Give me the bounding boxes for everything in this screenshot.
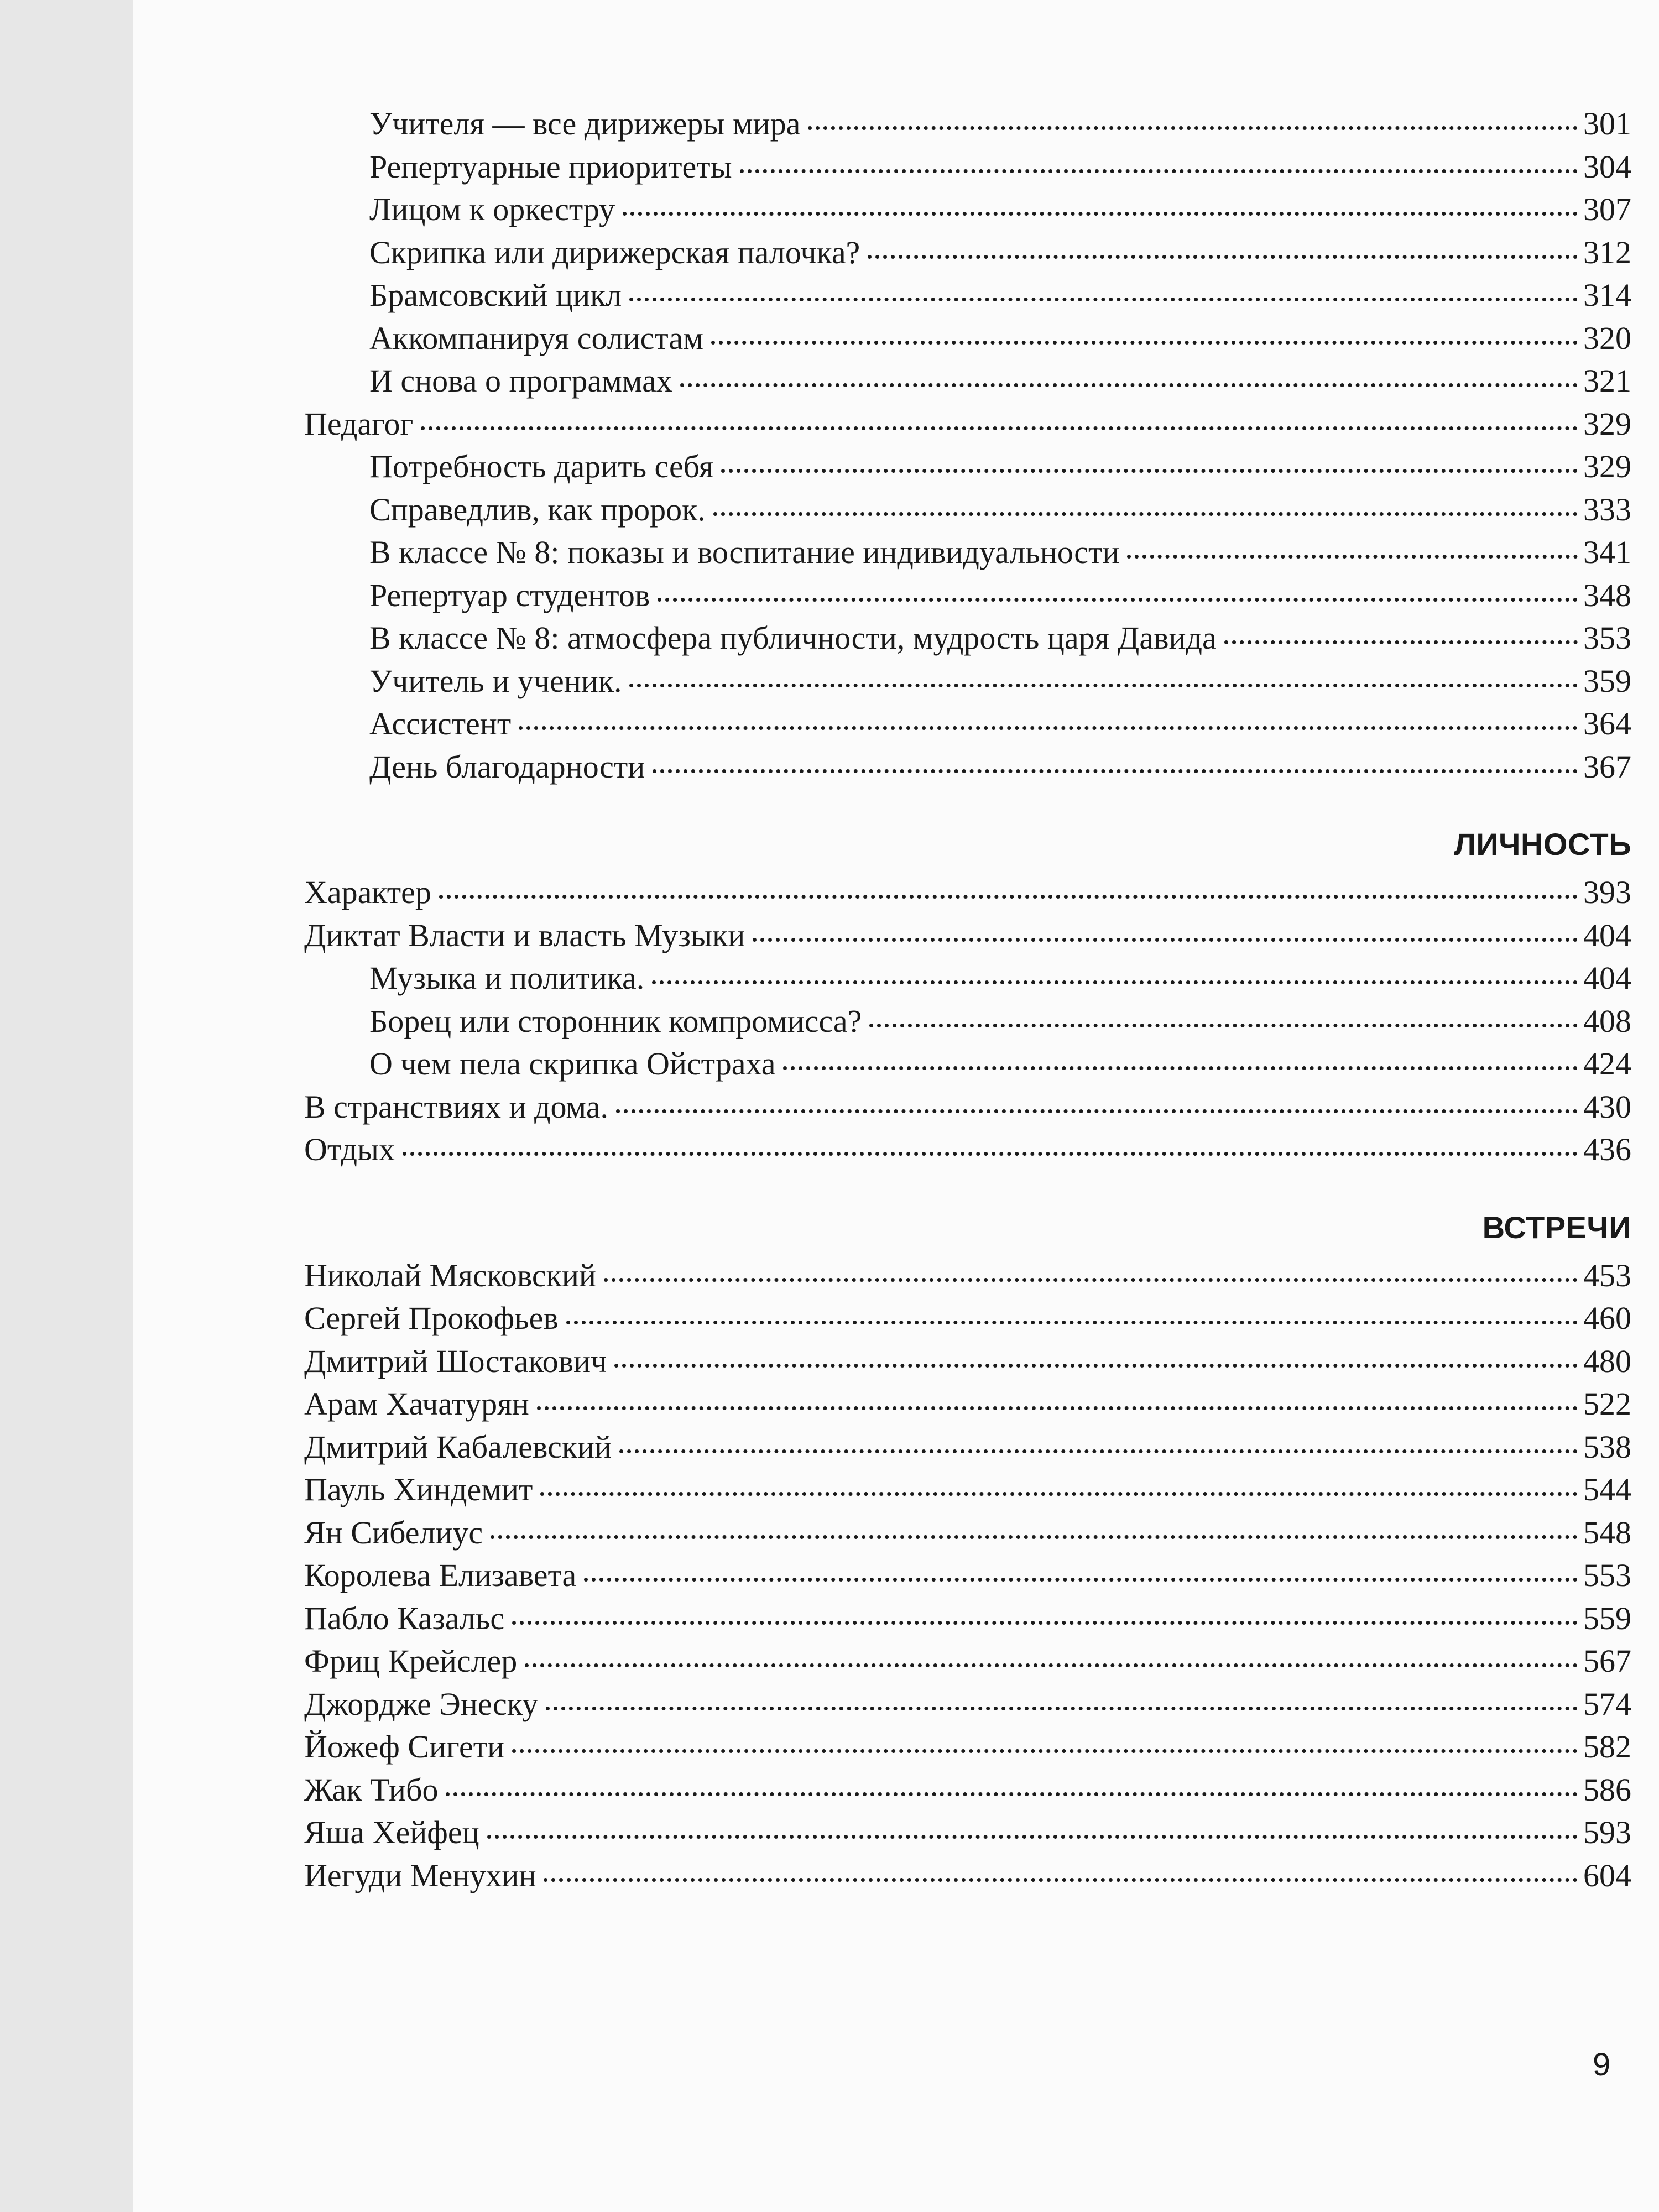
toc-entry-page-number: 320 <box>1583 320 1631 356</box>
toc-entry <box>304 1854 1631 1897</box>
dot-leader <box>544 1878 1578 1882</box>
toc-entry-page-number: 436 <box>1583 1131 1631 1167</box>
toc-entry-page-number: 480 <box>1583 1343 1631 1379</box>
toc-entry <box>304 1254 1631 1297</box>
toc-entry-page-number: 604 <box>1583 1857 1631 1893</box>
dot-leader <box>421 426 1578 430</box>
dot-leader <box>546 1707 1578 1710</box>
dot-leader <box>403 1152 1578 1156</box>
dot-leader <box>783 1066 1578 1070</box>
dot-leader <box>1127 555 1578 559</box>
toc-entry <box>304 102 1631 145</box>
toc-entry-title: Королева Елизавета <box>304 1557 577 1593</box>
dot-leader <box>1224 640 1578 644</box>
dot-leader <box>711 341 1578 345</box>
toc-group-meetings <box>304 1254 1631 1897</box>
toc-entry <box>304 1340 1631 1383</box>
toc-entry-page-number: 567 <box>1583 1643 1631 1679</box>
toc-entry <box>304 1511 1631 1554</box>
toc-entry-page-number: 341 <box>1583 534 1631 570</box>
toc-entry-page-number: 408 <box>1583 1003 1631 1039</box>
toc-entry <box>304 660 1631 703</box>
toc-entry-title: Педагог <box>304 405 414 442</box>
toc-entry-page-number: 307 <box>1583 191 1631 227</box>
toc-entry <box>304 617 1631 660</box>
toc-entry-page-number: 586 <box>1583 1771 1631 1808</box>
dot-leader <box>525 1663 1578 1667</box>
toc-entry-title: Борец или сторонник компромисса? <box>369 1003 862 1039</box>
dot-leader <box>629 298 1578 301</box>
toc-entry-page-number: 404 <box>1583 960 1631 996</box>
toc-entry <box>304 317 1631 360</box>
toc-entry-page-number: 522 <box>1583 1386 1631 1422</box>
toc-entry-title: Ассистент <box>369 706 512 742</box>
dot-leader <box>566 1321 1578 1324</box>
toc-entry-title: Джордже Энеску <box>304 1686 539 1722</box>
toc-entry-page-number: 548 <box>1583 1514 1631 1551</box>
toc-entry-page-number: 460 <box>1583 1300 1631 1336</box>
toc-entry <box>304 1086 1631 1129</box>
toc-entry-title: И снова о программах <box>369 363 672 399</box>
toc-entry-title: Йожеф Сигети <box>304 1729 505 1765</box>
toc-entry <box>304 1811 1631 1854</box>
toc-entry-title: В классе № 8: атмосфера публичности, мудрость царя Давида <box>369 620 1217 656</box>
toc-entry-page-number: 453 <box>1583 1257 1631 1293</box>
toc-entry-page-number: 544 <box>1583 1472 1631 1507</box>
toc-entry-title: Брамсовский цикл <box>369 277 622 313</box>
toc-entry <box>304 445 1631 488</box>
dot-leader <box>512 1621 1578 1625</box>
toc-entry-title: Справедлив, как пророк. <box>369 491 706 528</box>
dot-leader <box>808 126 1578 130</box>
toc-entry-title: Скрипка или дирижерская палочка? <box>369 234 860 270</box>
toc-entry-page-number: 553 <box>1583 1557 1631 1593</box>
toc-entry-title: Учителя — все дирижеры мира <box>369 106 801 142</box>
toc-entry-page-number: 574 <box>1583 1686 1631 1722</box>
toc-entry <box>304 1640 1631 1683</box>
toc-entry <box>304 1683 1631 1726</box>
toc-entry <box>304 702 1631 745</box>
toc-entry-title: О чем пела скрипка Ойстраха <box>369 1046 776 1082</box>
dot-leader <box>540 1492 1578 1496</box>
toc-entry-page-number: 559 <box>1583 1600 1631 1636</box>
toc-entry-page-number: 582 <box>1583 1729 1631 1765</box>
dot-leader <box>512 1749 1578 1753</box>
toc-entry <box>304 531 1631 574</box>
toc-entry-page-number: 404 <box>1583 917 1631 953</box>
toc-entry-title: Яша Хейфец <box>304 1814 479 1850</box>
page-number: 9 <box>1593 2047 1611 2083</box>
toc-entry <box>304 1383 1631 1426</box>
toc-entry-title: Учитель и ученик. <box>369 662 622 699</box>
dot-leader <box>629 684 1578 687</box>
toc-entry <box>304 274 1631 317</box>
toc-entry <box>304 1000 1631 1043</box>
dot-leader <box>740 169 1578 173</box>
dot-leader <box>619 1449 1578 1453</box>
toc-entry-title: Арам Хачатурян <box>304 1386 529 1422</box>
toc-entry <box>304 359 1631 403</box>
dot-leader <box>616 1109 1578 1113</box>
dot-leader <box>713 512 1578 516</box>
dot-leader <box>721 469 1578 473</box>
dot-leader <box>487 1835 1578 1839</box>
toc-entry-title: Пауль Хиндемит <box>304 1472 533 1507</box>
dot-leader <box>652 980 1578 984</box>
toc-entry-title: Дмитрий Кабалевский <box>304 1428 612 1465</box>
toc-entry-page-number: 329 <box>1583 448 1631 484</box>
dot-leader <box>614 1364 1578 1368</box>
toc-entry-title: Сергей Прокофьев <box>304 1300 559 1336</box>
toc-entry <box>304 403 1631 446</box>
toc-entry-title: Репертуарные приоритеты <box>369 148 732 185</box>
dot-leader <box>491 1535 1578 1539</box>
table-of-contents <box>304 102 1631 1897</box>
toc-group-teaching <box>304 102 1631 788</box>
toc-entry-page-number: 359 <box>1583 662 1631 699</box>
toc-entry-page-number: 333 <box>1583 491 1631 528</box>
toc-entry-title: Николай Мясковский <box>304 1257 596 1293</box>
dot-leader <box>680 383 1578 387</box>
toc-entry-title: Дмитрий Шостакович <box>304 1343 607 1379</box>
toc-entry <box>304 957 1631 1000</box>
toc-entry <box>304 871 1631 914</box>
dot-leader <box>446 1792 1578 1796</box>
toc-entry <box>304 1042 1631 1086</box>
toc-entry-page-number: 430 <box>1583 1088 1631 1125</box>
toc-entry-page-number: 367 <box>1583 748 1631 785</box>
dot-leader <box>868 255 1578 259</box>
toc-entry-page-number: 393 <box>1583 874 1631 910</box>
toc-entry-title: Лицом к оркестру <box>369 191 615 227</box>
toc-group-personality <box>304 871 1631 1171</box>
toc-entry-page-number: 312 <box>1583 234 1631 270</box>
toc-entry <box>304 1597 1631 1640</box>
toc-entry-page-number: 364 <box>1583 706 1631 742</box>
toc-entry-title: Жак Тибо <box>304 1771 439 1808</box>
toc-entry-page-number: 593 <box>1583 1814 1631 1850</box>
toc-entry-page-number: 348 <box>1583 577 1631 613</box>
toc-entry <box>304 1725 1631 1768</box>
toc-entry-title: Характер <box>304 874 431 910</box>
toc-entry-title: Отдых <box>304 1131 395 1167</box>
toc-entry-title: Ян Сибелиус <box>304 1514 483 1551</box>
toc-entry <box>304 188 1631 231</box>
dot-leader <box>537 1406 1578 1410</box>
toc-entry-title: Диктат Власти и власть Музыки <box>304 917 745 953</box>
section-heading-meetings: ВСТРЕЧИ <box>1482 1209 1631 1245</box>
toc-entry-title: Потребность дарить себя <box>369 448 714 484</box>
toc-entry <box>304 1768 1631 1812</box>
dot-leader <box>753 938 1578 942</box>
dot-leader <box>869 1024 1578 1027</box>
toc-entry-title: Репертуар студентов <box>369 577 650 613</box>
toc-entry <box>304 231 1631 274</box>
dot-leader <box>439 895 1578 899</box>
toc-entry-title: Фриц Крейслер <box>304 1643 518 1679</box>
dot-leader <box>519 726 1578 730</box>
toc-entry-page-number: 538 <box>1583 1428 1631 1465</box>
toc-entry-title: Аккомпанируя солистам <box>369 320 703 356</box>
toc-entry-title: В странствиях и дома. <box>304 1088 608 1125</box>
toc-entry-page-number: 424 <box>1583 1046 1631 1082</box>
toc-entry-page-number: 304 <box>1583 148 1631 185</box>
toc-entry-page-number: 329 <box>1583 405 1631 442</box>
dot-leader <box>584 1578 1578 1582</box>
toc-entry <box>304 145 1631 189</box>
toc-entry-page-number: 353 <box>1583 620 1631 656</box>
toc-entry-page-number: 301 <box>1583 106 1631 142</box>
toc-entry <box>304 914 1631 957</box>
dot-leader <box>604 1278 1578 1282</box>
dot-leader <box>653 769 1578 773</box>
toc-entry <box>304 1297 1631 1340</box>
toc-entry <box>304 488 1631 531</box>
toc-entry-title: Пабло Казальс <box>304 1600 505 1636</box>
dot-leader <box>658 598 1578 602</box>
toc-entry <box>304 1554 1631 1597</box>
toc-entry-title: День благодарности <box>369 748 645 785</box>
toc-entry <box>304 745 1631 789</box>
section-heading-personality: ЛИЧНОСТЬ <box>1454 827 1631 862</box>
toc-entry-title: Музыка и политика. <box>369 960 645 996</box>
book-page <box>133 0 1659 2212</box>
toc-entry-title: Иегуди Менухин <box>304 1857 536 1893</box>
toc-entry <box>304 574 1631 617</box>
toc-entry <box>304 1468 1631 1511</box>
toc-entry <box>304 1128 1631 1171</box>
toc-entry-title: В классе № 8: показы и воспитание индивидуальности <box>369 534 1120 570</box>
toc-entry-page-number: 321 <box>1583 363 1631 399</box>
toc-entry-page-number: 314 <box>1583 277 1631 313</box>
dot-leader <box>623 212 1578 216</box>
toc-entry <box>304 1426 1631 1469</box>
